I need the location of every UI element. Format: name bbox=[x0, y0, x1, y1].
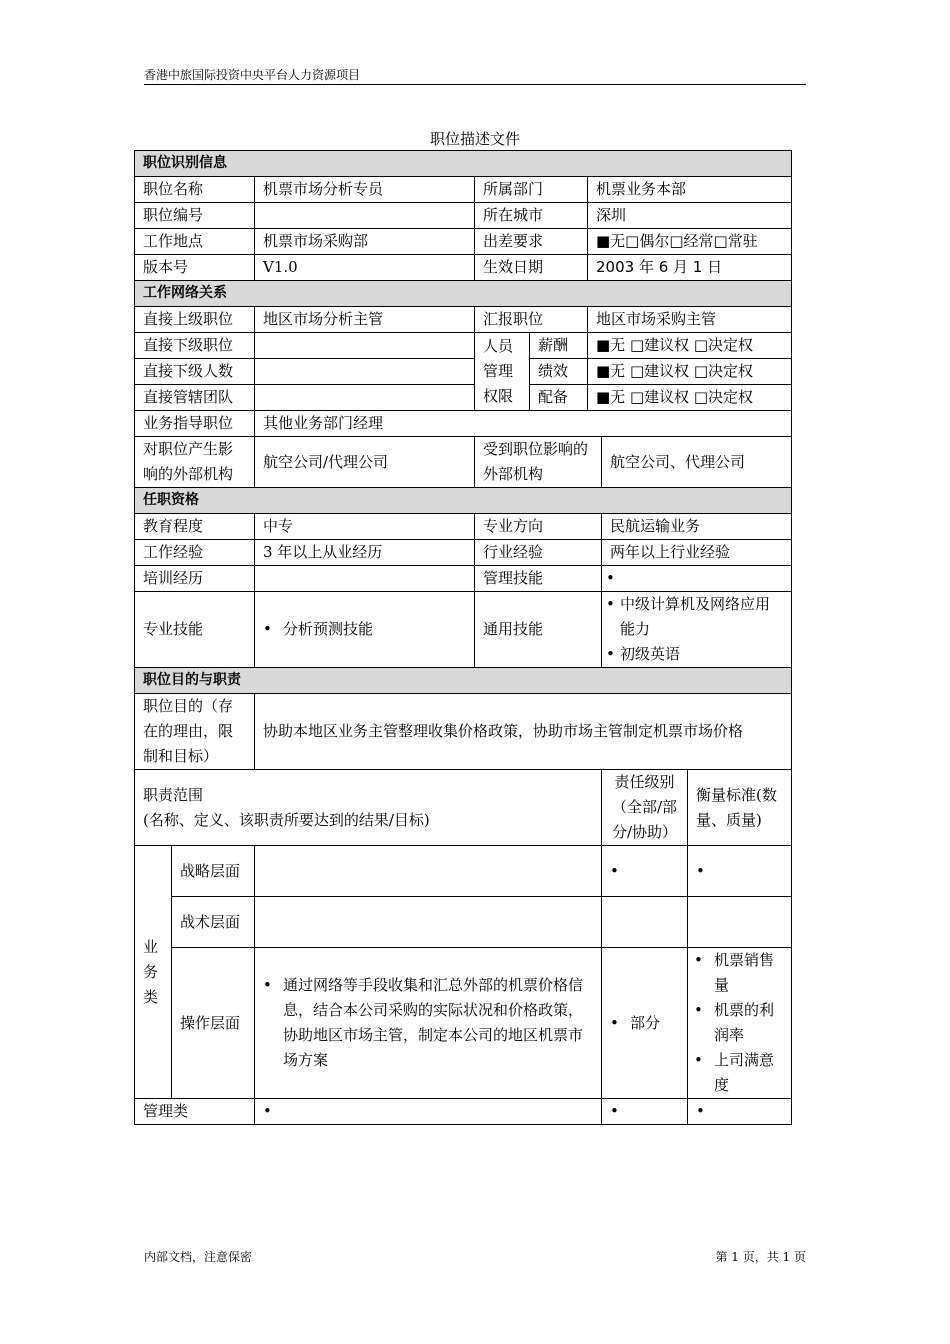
sub-count-label: 直接下级人数 bbox=[135, 359, 255, 385]
bullet: • bbox=[694, 951, 703, 969]
travel-value: ■无□偶尔□经常□常驻 bbox=[588, 229, 792, 255]
operational-label: 操作层面 bbox=[172, 948, 255, 1099]
strategic-level bbox=[602, 846, 688, 897]
measure-label: 衡量标准(数量、质量) bbox=[688, 770, 792, 846]
management-desc bbox=[255, 1099, 602, 1125]
department-label: 所属部门 bbox=[475, 177, 588, 203]
superior-label: 直接上级职位 bbox=[135, 307, 255, 333]
experience-label: 工作经验 bbox=[135, 540, 255, 566]
bullet: • bbox=[610, 861, 619, 880]
sub-count-value bbox=[255, 359, 475, 385]
operational-level-text: 部分 bbox=[630, 1013, 661, 1032]
training-label: 培训经历 bbox=[135, 566, 255, 592]
bullet: • bbox=[263, 1102, 272, 1120]
general-skill-item: 中级计算机及网络应用能力 bbox=[620, 595, 771, 638]
footer-page-number: 第 1 页，共 1 页 bbox=[715, 1250, 806, 1264]
department-value: 机票业务本部 bbox=[588, 177, 792, 203]
bullet: • bbox=[606, 645, 615, 663]
guidance-value: 其他业务部门经理 bbox=[255, 411, 792, 437]
subordinate-label: 直接下级职位 bbox=[135, 333, 255, 359]
mgmt-authority-line-2: 管理 bbox=[483, 362, 514, 380]
bullet: • bbox=[696, 1102, 705, 1120]
tactical-measure bbox=[688, 897, 792, 948]
section-purpose: 职位目的与职责 bbox=[135, 668, 792, 694]
job-description-table bbox=[134, 150, 792, 1125]
strategic-measure bbox=[688, 846, 792, 897]
section-network: 工作网络关系 bbox=[135, 281, 792, 307]
bullet: • bbox=[610, 1102, 619, 1120]
bullet: • bbox=[263, 620, 272, 638]
team-value bbox=[255, 385, 475, 411]
bullet: • bbox=[610, 1013, 619, 1032]
scope-label bbox=[135, 770, 602, 846]
mgmt-authority-line-1: 人员 bbox=[483, 337, 514, 355]
bullet: • bbox=[694, 1051, 703, 1069]
external-affected-value: 航空公司、代理公司 bbox=[602, 437, 792, 488]
section-qualifications: 任职资格 bbox=[135, 488, 792, 514]
team-label: 直接管辖团队 bbox=[135, 385, 255, 411]
major-value: 民航运输业务 bbox=[602, 514, 792, 540]
position-name-value: 机票市场分析专员 bbox=[255, 177, 475, 203]
header-org-text: 香港中旅国际投资中央平台人力资源项目 bbox=[144, 68, 361, 82]
location-value: 机票市场采购部 bbox=[255, 229, 475, 255]
pay-value: ■无 □建议权 □决定权 bbox=[588, 333, 792, 359]
general-skill-item: 初级英语 bbox=[620, 645, 681, 663]
education-value: 中专 bbox=[255, 514, 475, 540]
measure-item: 上司满意度 bbox=[714, 1051, 775, 1094]
measure-item: 机票的利润率 bbox=[714, 1001, 775, 1044]
operational-level bbox=[602, 948, 688, 1099]
level-label: 责任级别（全部/部分/协助） bbox=[602, 770, 688, 846]
mgmt-authority-label bbox=[475, 333, 530, 411]
management-level bbox=[602, 1099, 688, 1125]
staffing-value: ■无 □建议权 □决定权 bbox=[588, 385, 792, 411]
header-rule bbox=[144, 84, 806, 85]
operational-desc bbox=[255, 948, 602, 1099]
tactical-level bbox=[602, 897, 688, 948]
mgmt-skill-label: 管理技能 bbox=[475, 566, 602, 592]
version-label: 版本号 bbox=[135, 255, 255, 281]
mgmt-authority-line-3: 权限 bbox=[483, 387, 514, 405]
mgmt-skill-value bbox=[602, 566, 792, 592]
purpose-text: 协助本地区业务主管整理收集价格政策，协助市场主管制定机票市场价格 bbox=[255, 694, 792, 770]
bullet: • bbox=[606, 595, 615, 613]
city-label: 所在城市 bbox=[475, 203, 588, 229]
section-identity: 职位识别信息 bbox=[135, 151, 792, 177]
strategic-desc bbox=[255, 846, 602, 897]
location-label: 工作地点 bbox=[135, 229, 255, 255]
business-label: 业务类 bbox=[135, 846, 172, 1099]
position-code-value bbox=[255, 203, 475, 229]
measure-item: 机票销售量 bbox=[714, 951, 775, 994]
scope-label-line-1: 职责范围 bbox=[143, 785, 204, 804]
effective-date-value: 2003 年 6 月 1 日 bbox=[588, 255, 792, 281]
bullet: • bbox=[606, 569, 615, 587]
performance-value: ■无 □建议权 □决定权 bbox=[588, 359, 792, 385]
performance-label: 绩效 bbox=[530, 359, 588, 385]
scope-label-line-2: (名称、定义、该职责所要达到的结果/目标) bbox=[143, 810, 430, 829]
pay-label: 薪酬 bbox=[530, 333, 588, 359]
pro-skill-label: 专业技能 bbox=[135, 592, 255, 668]
management-label: 管理类 bbox=[135, 1099, 255, 1125]
external-affect-label: 对职位产生影响的外部机构 bbox=[135, 437, 255, 488]
position-name-label: 职位名称 bbox=[135, 177, 255, 203]
education-label: 教育程度 bbox=[135, 514, 255, 540]
experience-value: 3 年以上从业经历 bbox=[255, 540, 475, 566]
guidance-label: 业务指导职位 bbox=[135, 411, 255, 437]
effective-date-label: 生效日期 bbox=[475, 255, 588, 281]
external-affect-value: 航空公司/代理公司 bbox=[255, 437, 475, 488]
strategic-label: 战略层面 bbox=[172, 846, 255, 897]
version-value: V1.0 bbox=[255, 255, 475, 281]
bullet: • bbox=[696, 861, 705, 880]
pro-skill-value: • 分析预测技能 bbox=[255, 592, 475, 668]
staffing-label: 配备 bbox=[530, 385, 588, 411]
city-value: 深圳 bbox=[588, 203, 792, 229]
general-skill-value bbox=[602, 592, 792, 668]
report-label: 汇报职位 bbox=[475, 307, 588, 333]
major-label: 专业方向 bbox=[475, 514, 602, 540]
report-value: 地区市场采购主管 bbox=[588, 307, 792, 333]
bullet: • bbox=[263, 976, 272, 994]
superior-value: 地区市场分析主管 bbox=[255, 307, 475, 333]
external-affected-label: 受到职位影响的外部机构 bbox=[475, 437, 602, 488]
position-code-label: 职位编号 bbox=[135, 203, 255, 229]
training-value bbox=[255, 566, 475, 592]
purpose-label: 职位目的（存在的理由，限制和目标） bbox=[135, 694, 255, 770]
subordinate-value bbox=[255, 333, 475, 359]
footer-confidential: 内部文档，注意保密 bbox=[144, 1250, 253, 1264]
tactical-desc bbox=[255, 897, 602, 948]
bullet: • bbox=[694, 1001, 703, 1019]
general-skill-label: 通用技能 bbox=[475, 592, 602, 668]
travel-label: 出差要求 bbox=[475, 229, 588, 255]
management-measure bbox=[688, 1099, 792, 1125]
industry-value: 两年以上行业经验 bbox=[602, 540, 792, 566]
operational-measure bbox=[688, 948, 792, 1099]
operational-desc-text: 通过网络等手段收集和汇总外部的机票价格信息，结合本公司采购的实际状况和价格政策，协助地区市场主管，制定本公司的地区机票市场方案 bbox=[283, 976, 584, 1069]
document-title: 职位描述文件 bbox=[429, 130, 520, 148]
industry-label: 行业经验 bbox=[475, 540, 602, 566]
tactical-label: 战术层面 bbox=[172, 897, 255, 948]
